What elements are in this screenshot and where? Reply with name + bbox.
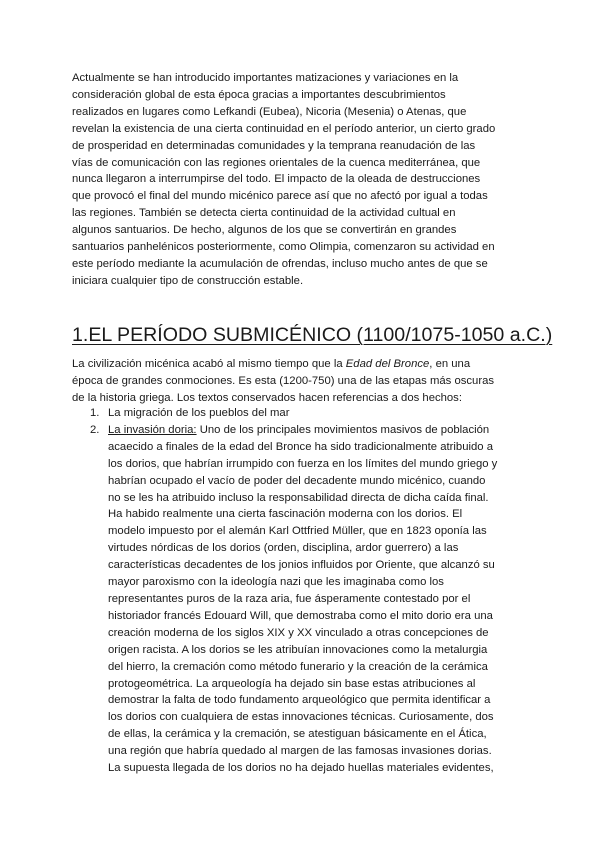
numbered-list	[72, 405, 542, 777]
text-line	[108, 422, 542, 439]
text-line: santuarios panhelénicos posteriormente, como Olimpia, comenzaron su actividad en	[72, 241, 495, 254]
text-line: modelo impuesto por el alemán Karl Ottfried Müller, que en 1823 oponía las	[108, 525, 487, 538]
text-line: realizados en lugares como Lefkandi (Eubea), Nicoria (Mesenia) o Atenas, que	[72, 105, 467, 118]
text-line: que provocó el final del mundo micénico parece así que no afectó por igual a todas	[72, 190, 488, 203]
text-line: nunca llegaron a interrumpirse del todo. El impacto de la oleada de destrucciones	[72, 173, 481, 186]
text-line: una región que habría quedado al margen de las famosas invasiones dorias.	[108, 745, 492, 758]
text-run: , en una	[429, 358, 471, 370]
text-line: las regiones. También se detecta cierta continuidad de la actividad cultual en	[72, 207, 456, 220]
text-line: creación moderna de los siglos XIX y XX vinculado a otras concepciones de	[108, 626, 489, 639]
text-line: representantes puros de la raza aria, fue ásperamente contestado por el	[108, 592, 471, 605]
list-number: 2.	[90, 423, 100, 436]
section-heading: 1.EL PERÍODO SUBMICÉNICO (1100/1075-1050 a.C.)	[72, 324, 553, 346]
list-number: 1.	[90, 407, 100, 419]
text-line: este período mediante la acumulación de ofrendas, incluso mucho antes de que se	[72, 257, 488, 270]
text-line: virtudes nórdicas de los dorios (orden, disciplina, ardor guerrero) a las	[108, 542, 459, 555]
text-line: no se les ha atribuido incluso la responsabilidad directa de dicha caída final.	[108, 491, 489, 504]
list-item	[72, 422, 542, 777]
text-line: características decadentes de los jonios influidos por Oriente, que alcanzó su	[108, 559, 495, 572]
text-line: origen racista. A los dorios se les atribuían innovaciones como la metalurgia	[108, 643, 488, 656]
text-line: Actualmente se han introducido importantes matizaciones y variaciones en la	[72, 72, 459, 84]
text-line: revelan la existencia de una cierta continuidad en el período anterior, un cierto grado	[72, 122, 496, 135]
text-line: consideración global de esta época gracias a importantes descubrimientos	[72, 88, 446, 101]
text-line: algunos santuarios. De hecho, algunos de los que se convertirán en grandes	[72, 224, 457, 237]
text-line: vías de comunicación con las regiones orientales de la cuenca mediterránea, que	[72, 156, 481, 169]
list-item-label: La invasión doria:	[108, 423, 197, 436]
text-line: los dorios con cualquiera de estas innovaciones técnicas. Curiosamente, dos	[108, 711, 494, 724]
text-line: habrían ocupado el vacío de poder del decadente mundo micénico, cuando	[108, 474, 486, 487]
text-line: Ha habido realmente una cierta fascinación moderna con los dorios. El	[108, 508, 463, 521]
text-line: de prosperidad en determinadas comunidades y la temprana reanudación de las	[72, 139, 476, 152]
section-paragraph	[72, 356, 534, 407]
text-run: Uno de los principales movimientos masivos de población	[196, 423, 490, 436]
text-line: del hierro, la cremación como método funerario y la creación de la cerámica	[108, 660, 488, 673]
text-line	[72, 356, 534, 373]
list-item	[72, 405, 542, 422]
text-line: de ellas, la cerámica y la cremación, se atestiguan básicamente en el Ática,	[108, 728, 487, 741]
list-item-text: La migración de los pueblos del mar	[108, 407, 290, 419]
text-run: La civilización micénica acabó al mismo tiempo que la	[72, 358, 346, 370]
text-line: protogeométrica. La arqueología ha dejado sin base estas atribuciones al	[108, 677, 476, 690]
text-line: mayor paroxismo con la ideología nazi que les imaginaba como los	[108, 576, 444, 589]
text-line: iniciara cualquier tipo de construcción estable.	[72, 274, 304, 287]
text-line: de la historia griega. Los textos conservados hacen referencias a dos hechos:	[72, 391, 462, 404]
text-line: historiador francés Edouard Will, que demostraba como el mito dorio era una	[108, 609, 493, 622]
text-line: los dorios, que habrían irrumpido con fuerza en los límites del mundo griego y	[108, 457, 498, 470]
text-line: demostrar la falta de todo fundamento arqueológico que permita identificar a	[108, 694, 491, 707]
intro-paragraph	[72, 70, 534, 290]
emphasis-text: Edad del Bronce	[345, 358, 430, 370]
text-line: época de grandes conmociones. Es esta (1200-750) una de las etapas más oscuras	[72, 374, 495, 387]
text-line: La supuesta llegada de los dorios no ha dejado huellas materiales evidentes,	[108, 762, 494, 775]
text-line: acaecido a finales de la edad del Bronce ha sido tradicionalmente atribuido a	[108, 440, 493, 453]
